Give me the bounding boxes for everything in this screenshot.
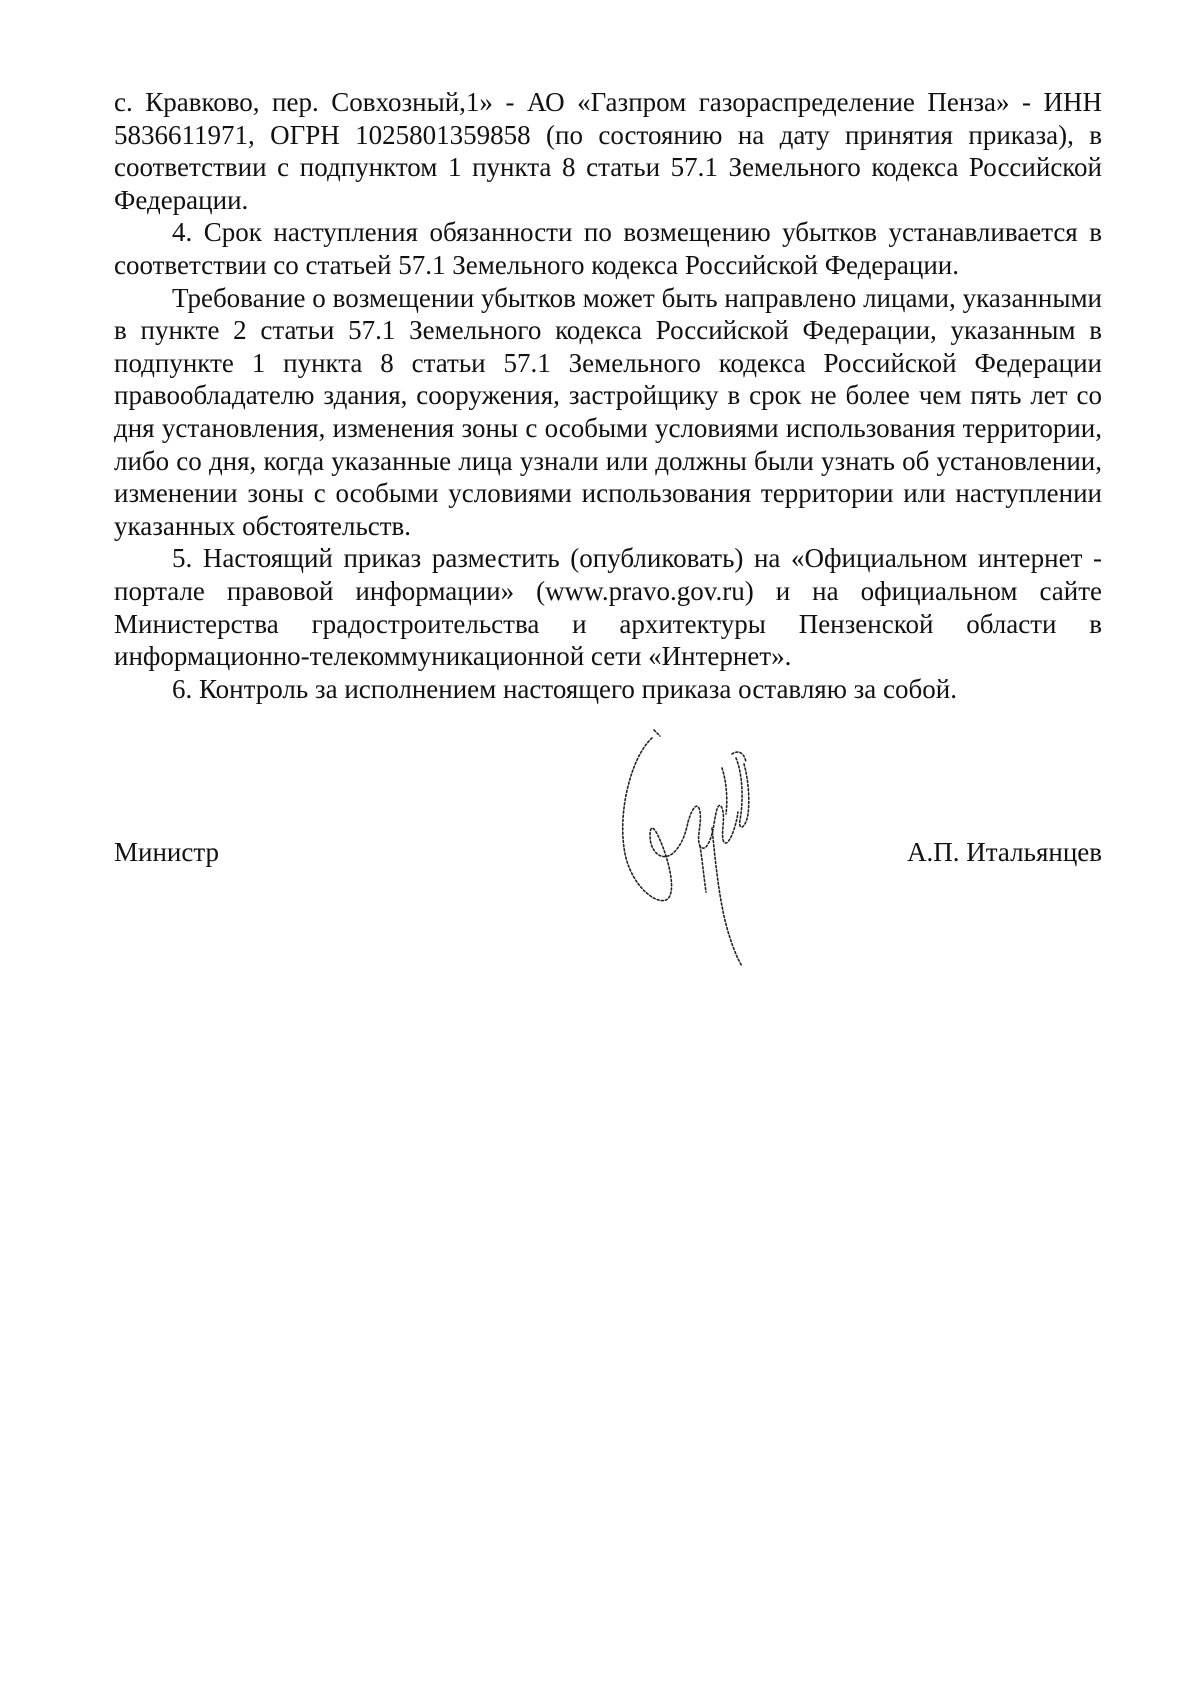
paragraph-item-6: 6. Контроль за исполнением настоящего приказа оставляю за собой.: [172, 673, 957, 704]
paragraph-item-4: 4. Срок наступления обязанности по возмещению убытков устанавливается в соответствии со статьей 57.1 Земельного кодекса Российской Федерации.: [114, 217, 1102, 280]
handwritten-signature: [620, 728, 800, 978]
signatory-name: А.П. Итальянцев: [907, 837, 1102, 867]
paragraph-address-continuation: с. Кравково, пер. Совхозный,1» - АО «Газпром газораспределение Пенза» - ИНН 5836611971, ОГРН 1025801359858 (по состоянию на дату принятия приказа), в соответствии с подпунктом 1 пункта 8 статьи 57.1 Земельного кодекса Российской Федерации.: [114, 87, 1102, 215]
paragraph-item-5: 5. Настоящий приказ разместить (опубликовать) на «Официальном интернет - портале правовой информации» (www.pravo.gov.ru) и на официальном сайте Министерства градостроительства и архитектуры Пензенской области в информационно-телекоммуникационной сети «Интернет».: [114, 543, 1102, 672]
paragraph-compensation-claim: Требование о возмещении убытков может быть направлено лицами, указанными в пункте 2 статьи 57.1 Земельного кодекса Российской Федерации, указанным в подпункте 1 пункта 8 статьи 57.1 Земельного кодекса Российской Федерации правообладателю здания, сооружения, застройщику в срок не более чем пять лет со дня установления, изменения зоны с особыми условиями использования территории, либо со дня, когда указанные лица узнали или должны были узнать об установлении, изменении зоны с особыми условиями использования территории или наступлении указанных обстоятельств.: [114, 282, 1102, 541]
signatory-position: Министр: [114, 837, 219, 867]
document-body: [114, 86, 1102, 705]
